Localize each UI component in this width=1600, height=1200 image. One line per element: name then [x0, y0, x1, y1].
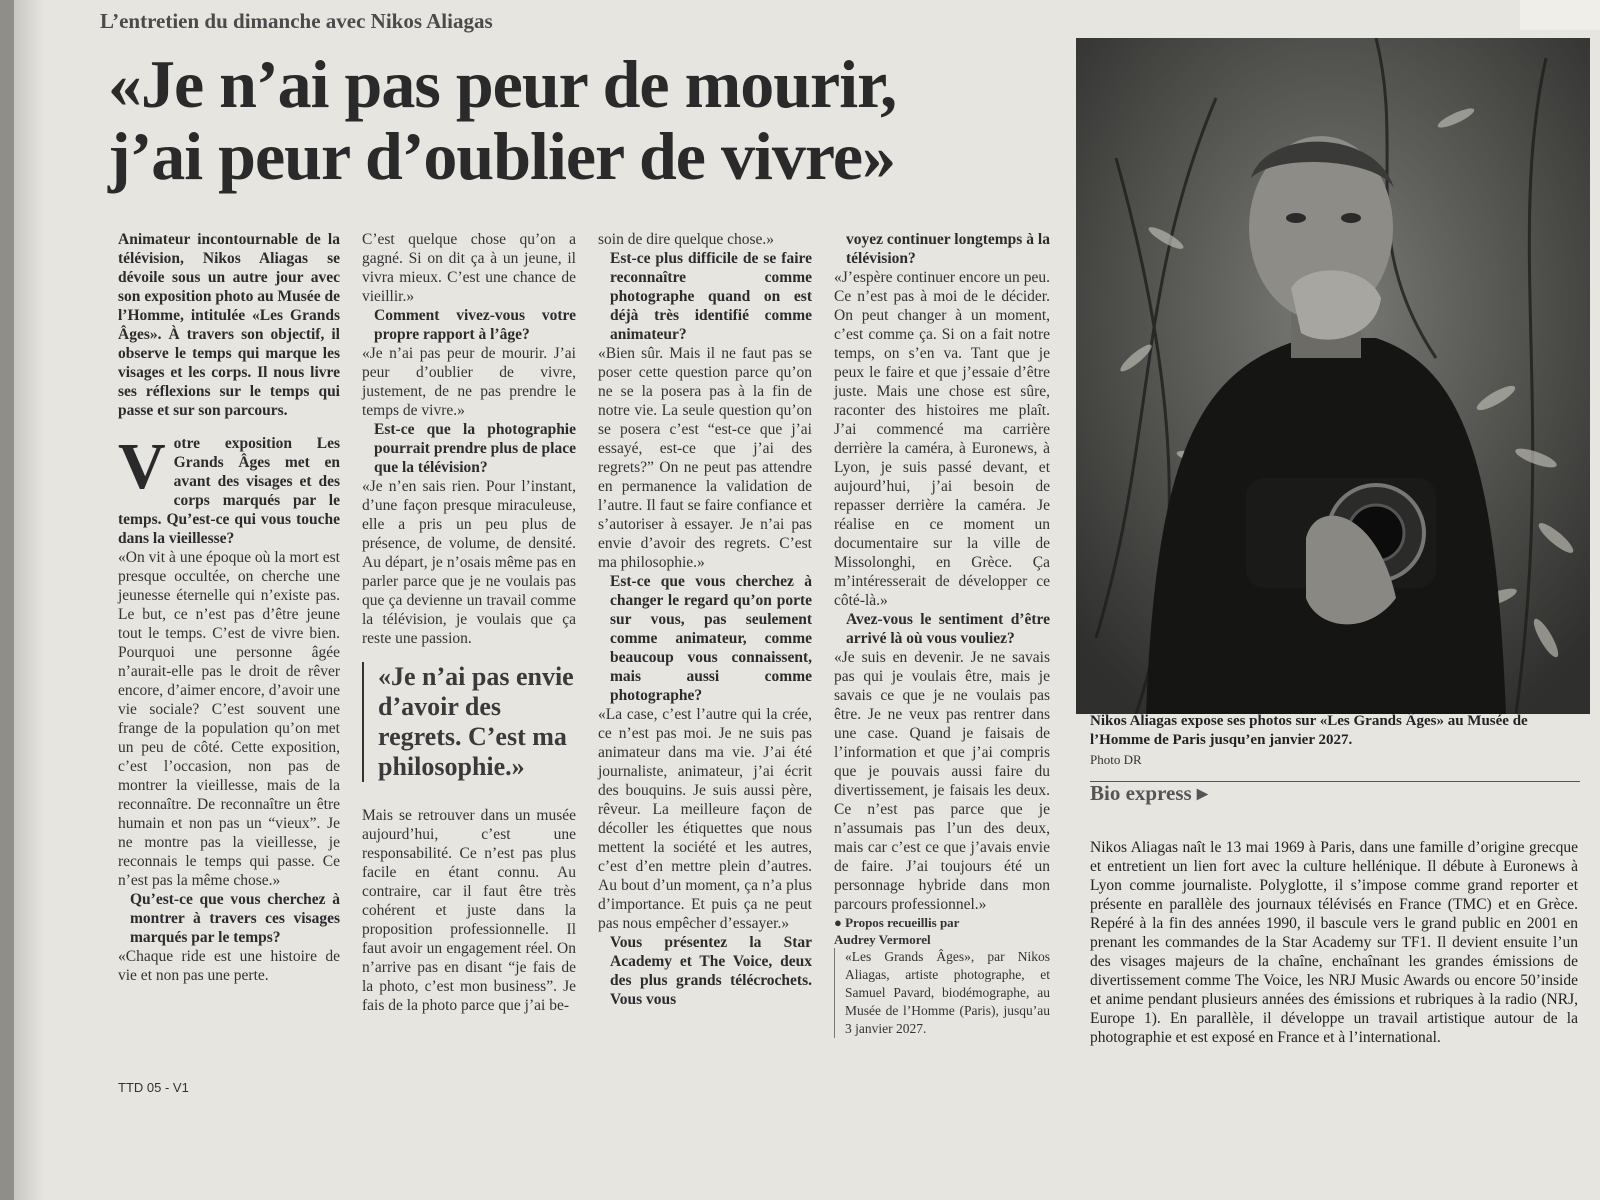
bio-heading: Bio express ▸	[1090, 781, 1208, 805]
byline-author: Audrey Vermorel	[834, 932, 931, 947]
column-1	[118, 230, 340, 985]
question-7-continued: voyez continuer longtemps à la télévision?	[846, 231, 1050, 267]
standfirst: Animateur incontournable de la télévision, Nikos Aliagas se dévoile sous un autre jour avec son exposition photo au Musée de l’Homme, intitulée «Les Grands Âges». À travers son objectif, il observe le temps qui marque les visages et les corps. Il nous livre ses réflexions sur le temps qui passe et sur son parcours.	[118, 231, 340, 419]
answer-2-start: «Chaque ride est une histoire de vie et non pas une perte.	[118, 948, 340, 984]
portrait-illustration	[1076, 38, 1590, 714]
headline-line-2: j’ai peur d’oublier de vivre»	[108, 118, 895, 194]
column-3	[598, 230, 812, 1009]
rubric-kicker: L’entretien du dimanche avec Nikos Aliagas	[100, 9, 493, 33]
column-4	[834, 230, 1050, 1038]
byline	[834, 914, 1050, 948]
question-3: Comment vivez-vous votre propre rapport à l’âge?	[374, 307, 576, 343]
answer-3: «Je n’ai pas peur de mourir. J’ai peur d’oublier de vivre, justement, de ne pas prendre le temps de vivre.»	[362, 345, 576, 419]
answer-continued-2: soin de dire quelque chose.»	[598, 231, 775, 248]
exhibition-info: «Les Grands Âges», par Nikos Aliagas, artiste photographe, et Samuel Pavard, biodémographe, au Musée de l’Homme (Paris), jusqu’au 3 janvier 2027.	[834, 948, 1050, 1038]
question-2: Qu’est-ce que vous cherchez à montrer à travers ces visages marqués par le temps?	[130, 891, 340, 946]
headline-line-1: «Je n’ai pas peur de mourir,	[108, 46, 897, 122]
drop-cap: V	[118, 430, 166, 503]
question-8: Avez-vous le sentiment d’être arrivé là où vous vouliez?	[846, 611, 1050, 647]
portrait-photo	[1076, 38, 1590, 714]
question-7: Vous présentez la Star Academy et The Voice, deux des plus grands télécrochets. Vous vous	[610, 934, 812, 1008]
page-reference: TTD 05 - V1	[118, 1080, 189, 1095]
answer-1: «On vit à une époque où la mort est presque occultée, on cherche une jeunesse éternelle qui n’existe pas. Le but, ce n’est pas d’être jeune tout le temps. C’est de vivre bien. Pourquoi une personne âgée n’aurait-elle pas le droit de rêver encore, d’aimer encore, d’avoir une vie sociale? C’est souvent une frange de la population qu’on met un peu de côté. Cette exposition, c’est l’occasion, non pas de montrer la vieillesse, mais de la reconnaître. De reconnaître un être humain et non pas un “vieux”. Je ne montre pas la vieillesse, je reconnais le temps qui passe. Ce n’est pas la même chose.»	[118, 549, 340, 889]
question-1: otre exposition Les Grands Âges met en avant des visages et des corps marqués par le temps. Qu’est-ce qui vous touche dans la vieillesse?	[118, 435, 340, 547]
question-4: Est-ce que la photographie pourrait prendre plus de place que la télévision?	[374, 421, 576, 476]
answer-6: «La case, c’est l’autre qui la crée, ce n’est pas moi. Je ne suis pas animateur dans ma vie. J’ai été journaliste, animateur, j’ai écrit des bouquins. Je suis aussi père, rêveur. La meilleure façon de décoller les étiquettes que nous mettent la société et les autres, c’est d’en mettre plein d’autres. Au bout d’un moment, ça n’a plus d’importance. Et puis ça ne peut pas nous empêcher d’essayer.»	[598, 706, 812, 932]
answer-4: «Je n’en sais rien. Pour l’instant, d’une façon presque miraculeuse, elle a pris un peu plus de présence, de volume, de densité. Au départ, je n’osais même pas en parler parce que je ne voulais pas que ça devienne un travail comme la télévision, je voulais que ça reste une passion.	[362, 478, 576, 647]
caption-text: Nikos Aliagas expose ses photos sur «Les Grands Âges» au Musée de l’Homme de Paris jusqu’en janvier 2027.	[1090, 713, 1528, 748]
page-corner	[1520, 0, 1600, 30]
photo-credit: Photo DR	[1090, 752, 1142, 767]
question-5: Est-ce plus difficile de se faire reconnaître comme photographe quand on est déjà très identifié comme animateur?	[610, 250, 812, 343]
question-6: Est-ce que vous cherchez à changer le regard qu’on porte sur vous, pas seulement comme animateur, comme beaucoup vous connaissent, mais aussi comme photographe?	[610, 573, 812, 704]
byline-intro: ● Propos recueillis par	[834, 915, 960, 930]
bio-text: Nikos Aliagas naît le 13 mai 1969 à Paris, dans une famille d’origine grecque et entretient un lien fort avec la culture hellénique. Il débute à Euronews à Lyon comme journaliste. Polyglotte, il s’impose comme grand reporter et présente en parallèle des journaux télévisés en France (TMC) et en Grèce. Repéré à la fin des années 1990, il bascule vers le grand public en 2001 en prenant les commandes de la Star Academy sur TF1. Il devient ensuite l’un des visages majeurs de la chaîne, enchaînant les grandes émissions de divertissement comme The Voice, les NRJ Music Awards ou encore 50’inside et anime pendant plusieurs années des émissions et rubriques à la radio (NRJ, Europe 1). En parallèle, il développe un travail artistique autour de la photographie et est exposé en France et à l’international.	[1090, 838, 1578, 1046]
headline	[108, 48, 1068, 192]
answer-5: «Bien sûr. Mais il ne faut pas se poser cette question parce qu’on ne se la posera pas à la fin de notre vie. La seule question qu’on se posera c’est “est-ce que j’ai essayé, est-ce que j’ai des regrets?” On ne peut pas attendre en permanence la validation de l’autre. Il faut se faire confiance et s’autoriser à essayer. Je n’ai pas envie d’avoir des regrets. C’est ma philosophie.»	[598, 345, 812, 571]
photo-caption	[1090, 712, 1590, 769]
answer-continued: C’est quelque chose qu’on a gagné. Si on dit ça à un jeune, il vivra mieux. C’est une chance de vieillir.»	[362, 231, 576, 305]
pull-quote: «Je n’ai pas envie d’avoir des regrets. C’est ma philosophie.»	[362, 662, 576, 782]
answer-7: «J’espère continuer encore un peu. Ce n’est pas à moi de le décider. On peut changer à un moment, c’est comme ça. Si on a fait notre temps, on s’en va. Tant que je peux le faire et que j’essaie d’être juste. Mais une chose est sûre, raconter des histoires me plaît. J’ai commencé ma carrière derrière la caméra, à Euronews, à Lyon, je suis passé devant, et aujourd’hui, j’ai besoin de repasser derrière la caméra. Je réalise en ce moment un documentaire sur la ville de Missolonghi, en Grèce. Ça m’intéresserait de développer ce côté-là.»	[834, 269, 1050, 609]
newspaper-page	[14, 0, 1600, 1200]
answer-4-continued: Mais se retrouver dans un musée aujourd’hui, c’est une responsabilité. Ce n’est pas plus facile en étant connu. Au contraire, car il faut être très cohérent et juste dans la proposition professionnelle. Il faut avoir un engagement réel. On n’arrive pas en disant “je fais de la photo, c’est mon business”. Je fais de la photo parce que j’ai be-	[362, 807, 576, 1014]
column-2	[362, 230, 576, 1015]
answer-8: «Je suis en devenir. Je ne savais pas qui je voulais être, mais je savais ce que je ne voulais pas être. Je ne veux pas rentrer dans une case. Quand je faisais de l’information et que j’ai compris que je pouvais aussi faire du divertissement, je faisais les deux. Ce n’est pas parce que je n’assumais pas l’un des deux, mais car c’est ce que j’avais envie de faire. J’ai toujours été un personnage hybride dans mon parcours professionnel.»	[834, 649, 1050, 913]
page-fold-shadow	[14, 0, 44, 1200]
